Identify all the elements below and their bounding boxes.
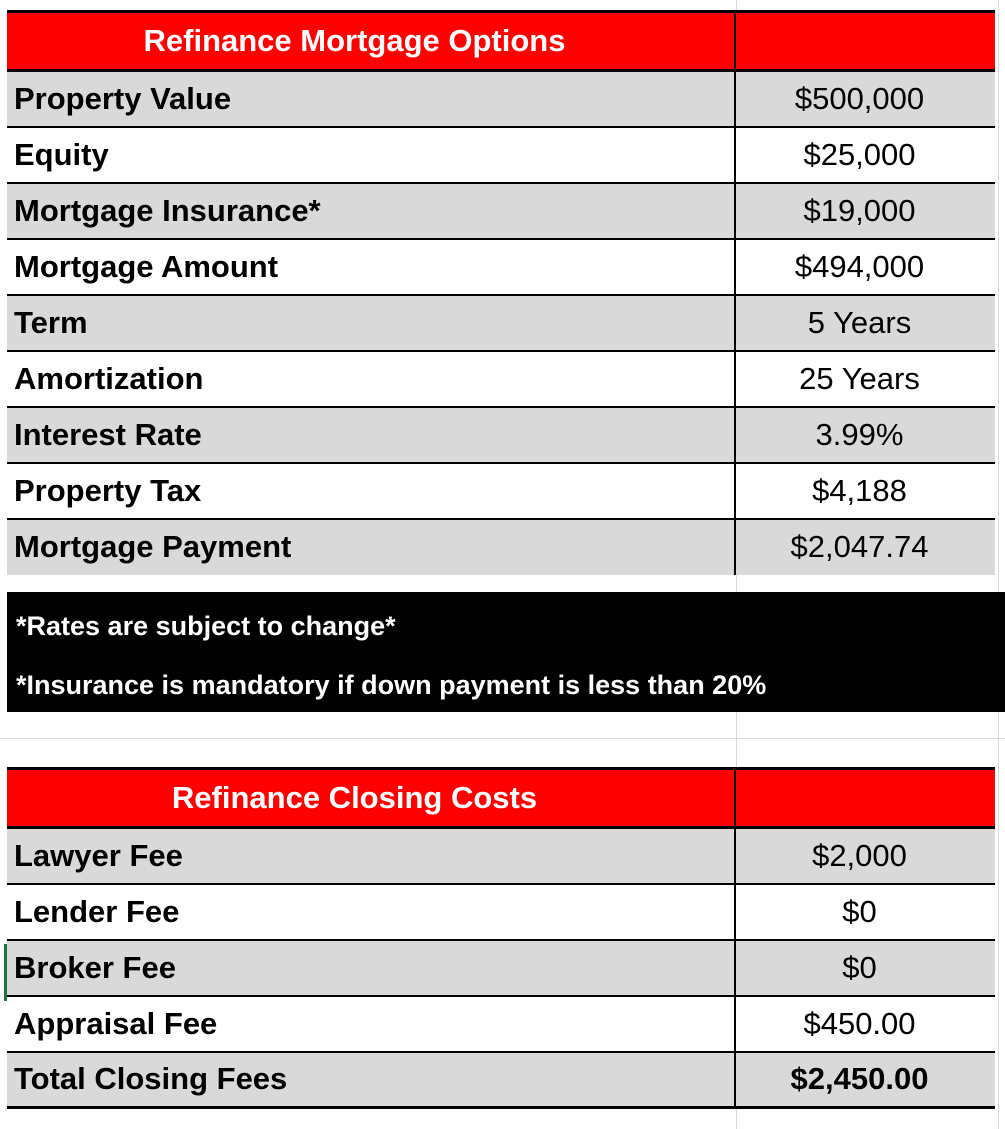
table-row	[7, 828, 995, 884]
interest-rate-label[interactable]: Interest Rate	[7, 407, 735, 463]
insurance-note: *Insurance is mandatory if down payment is less than 20%	[16, 670, 767, 700]
header-empty-cell[interactable]	[735, 769, 995, 828]
lawyer-fee-value[interactable]: $2,000	[735, 828, 995, 884]
table-row	[7, 351, 995, 407]
table-row	[7, 183, 995, 239]
lender-fee-label[interactable]: Lender Fee	[7, 884, 735, 940]
mortgage-options-header	[7, 12, 995, 71]
mortgage-insurance-label[interactable]: Mortgage Insurance*	[7, 183, 735, 239]
amortization-label[interactable]: Amortization	[7, 351, 735, 407]
rates-note: *Rates are subject to change*	[16, 611, 396, 641]
mortgage-amount-value[interactable]: $494,000	[735, 239, 995, 295]
row-selection-marker	[4, 944, 7, 1001]
appraisal-fee-label[interactable]: Appraisal Fee	[7, 996, 735, 1052]
property-value-label[interactable]: Property Value	[7, 71, 735, 127]
mortgage-options-table	[7, 10, 995, 575]
table-row	[7, 407, 995, 463]
table-row	[7, 127, 995, 183]
table-row	[7, 996, 995, 1052]
closing-costs-title[interactable]: Refinance Closing Costs	[7, 769, 735, 828]
mortgage-insurance-value[interactable]: $19,000	[735, 183, 995, 239]
mortgage-payment-value[interactable]: $2,047.74	[735, 519, 995, 575]
header-empty-cell[interactable]	[735, 12, 995, 71]
mortgage-amount-label[interactable]: Mortgage Amount	[7, 239, 735, 295]
closing-costs-table	[7, 767, 995, 1109]
table-row	[7, 519, 995, 575]
lender-fee-value[interactable]: $0	[735, 884, 995, 940]
notes-block[interactable]	[7, 592, 1005, 712]
table-row	[7, 463, 995, 519]
mortgage-options-title[interactable]: Refinance Mortgage Options	[7, 12, 735, 71]
interest-rate-value[interactable]: 3.99%	[735, 407, 995, 463]
lawyer-fee-label[interactable]: Lawyer Fee	[7, 828, 735, 884]
appraisal-fee-value[interactable]: $450.00	[735, 996, 995, 1052]
table-row	[7, 239, 995, 295]
table-row	[7, 1052, 995, 1108]
property-tax-label[interactable]: Property Tax	[7, 463, 735, 519]
equity-value[interactable]: $25,000	[735, 127, 995, 183]
total-closing-fees-label[interactable]: Total Closing Fees	[7, 1052, 735, 1108]
total-closing-fees-value[interactable]: $2,450.00	[735, 1052, 995, 1108]
mortgage-payment-label[interactable]: Mortgage Payment	[7, 519, 735, 575]
broker-fee-label[interactable]: Broker Fee	[7, 940, 735, 996]
gridline	[998, 0, 999, 1129]
equity-label[interactable]: Equity	[7, 127, 735, 183]
gridline	[0, 738, 1005, 739]
table-row	[7, 71, 995, 127]
table-row	[7, 940, 995, 996]
property-value-value[interactable]: $500,000	[735, 71, 995, 127]
term-label[interactable]: Term	[7, 295, 735, 351]
closing-costs-header	[7, 769, 995, 828]
broker-fee-value[interactable]: $0	[735, 940, 995, 996]
property-tax-value[interactable]: $4,188	[735, 463, 995, 519]
term-value[interactable]: 5 Years	[735, 295, 995, 351]
table-row	[7, 295, 995, 351]
amortization-value[interactable]: 25 Years	[735, 351, 995, 407]
table-row	[7, 884, 995, 940]
